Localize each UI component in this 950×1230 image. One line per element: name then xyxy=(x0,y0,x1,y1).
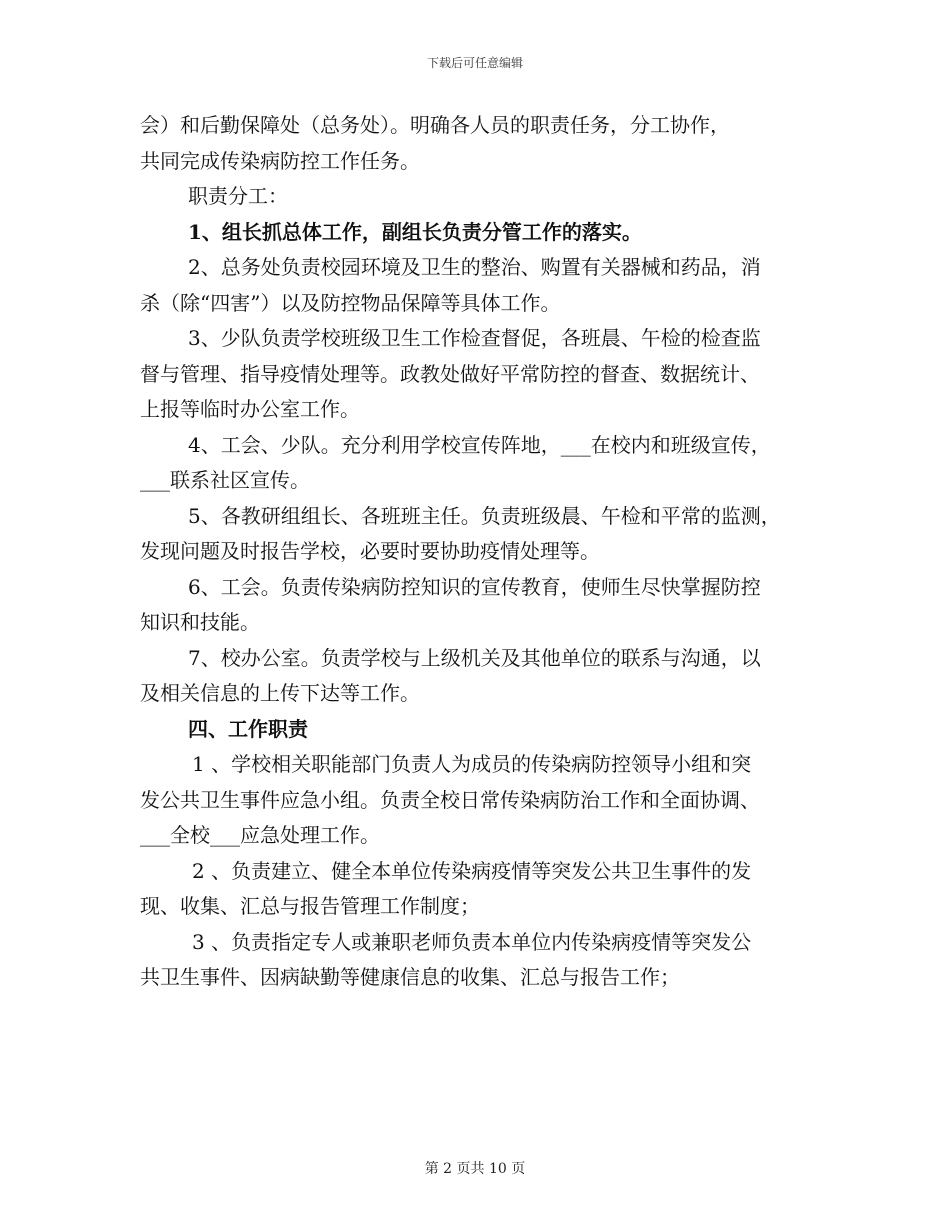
paragraph-duty-1 xyxy=(140,215,820,251)
paragraph-duty-7 xyxy=(140,641,820,712)
paragraph-duties-heading xyxy=(140,179,820,215)
text-line: 会）和后勤保障处（总务处）。明确各人员的职责任务，分工协作， xyxy=(140,113,730,137)
text-line: 上报等临时办公室工作。 xyxy=(140,397,360,421)
text-line: 3 、负责指定专人或兼职老师负责本单位内传染病疫情等突发公 xyxy=(192,929,752,954)
text-line: 现、收集、汇总与报告管理工作制度； xyxy=(140,894,480,918)
text-line: 2 、负责建立、健全本单位传染病疫情等突发公共卫生事件的发 xyxy=(192,858,752,883)
text-line: ___全校___应急处理工作。 xyxy=(140,823,380,847)
text-line: 1、组长抓总体工作，副组长负责分管工作的落实。 xyxy=(188,219,642,244)
paragraph-work-duty-2 xyxy=(140,854,820,925)
page-header: 下载后可任意编辑 xyxy=(426,56,523,70)
text-line: 职责分工： xyxy=(188,184,288,208)
text-line: 及相关信息的上传下达等工作。 xyxy=(140,681,420,705)
text-line: 5、各教研组组长、各班班主任。负责班级晨、午检和平常的监测， xyxy=(188,503,781,528)
text-line: 知识和技能。 xyxy=(140,610,260,634)
text-line: 4、工会、少队。充分利用学校宣传阵地，___在校内和班级宣传， xyxy=(188,432,771,457)
text-line: 共卫生事件、因病缺勤等健康信息的收集、汇总与报告工作； xyxy=(140,965,680,989)
text-line: 7、校办公室。负责学校与上级机关及其他单位的联系与沟通，以 xyxy=(188,645,761,670)
paragraph-duty-4 xyxy=(140,428,820,499)
text-line: 2、总务处负责校园环境及卫生的整治、购置有关器械和药品，消 xyxy=(188,255,761,279)
text-line: 发现问题及时报告学校，必要时要协助疫情处理等。 xyxy=(140,539,600,563)
text-line: 1 、学校相关职能部门负责人为成员的传染病防控领导小组和突 xyxy=(192,752,752,776)
text-line: 四、工作职责 xyxy=(188,716,308,741)
text-line: 6、工会。负责传染病防控知识的宣传教育，使师生尽快掌握防控 xyxy=(188,574,761,599)
paragraph-work-duty-1 xyxy=(140,747,820,854)
text-line: 3、少队负责学校班级卫生工作检查督促，各班晨、午检的检查监 xyxy=(188,326,761,350)
section-heading-work-duties xyxy=(140,712,820,748)
paragraph-duty-6 xyxy=(140,570,820,641)
text-line: 发公共卫生事件应急小组。负责全校日常传染病防治工作和全面协调、 xyxy=(140,787,760,812)
document-body xyxy=(140,108,820,996)
paragraph-duty-2 xyxy=(140,250,820,321)
paragraph-work-duty-3 xyxy=(140,925,820,996)
text-line: 杀（除“四害”）以及防控物品保障等具体工作。 xyxy=(140,290,561,315)
text-line: ___联系社区宣传。 xyxy=(140,468,310,492)
text-line: 共同完成传染病防控工作任务。 xyxy=(140,148,420,173)
paragraph-duty-5 xyxy=(140,499,820,570)
page-footer: 第 2 页共 10 页 xyxy=(424,1161,526,1177)
paragraph-duty-3 xyxy=(140,321,820,428)
paragraph-intro-continuation xyxy=(140,108,820,179)
text-line: 督与管理、指导疫情处理等。政教处做好平常防控的督查、数据统计、 xyxy=(140,361,760,386)
